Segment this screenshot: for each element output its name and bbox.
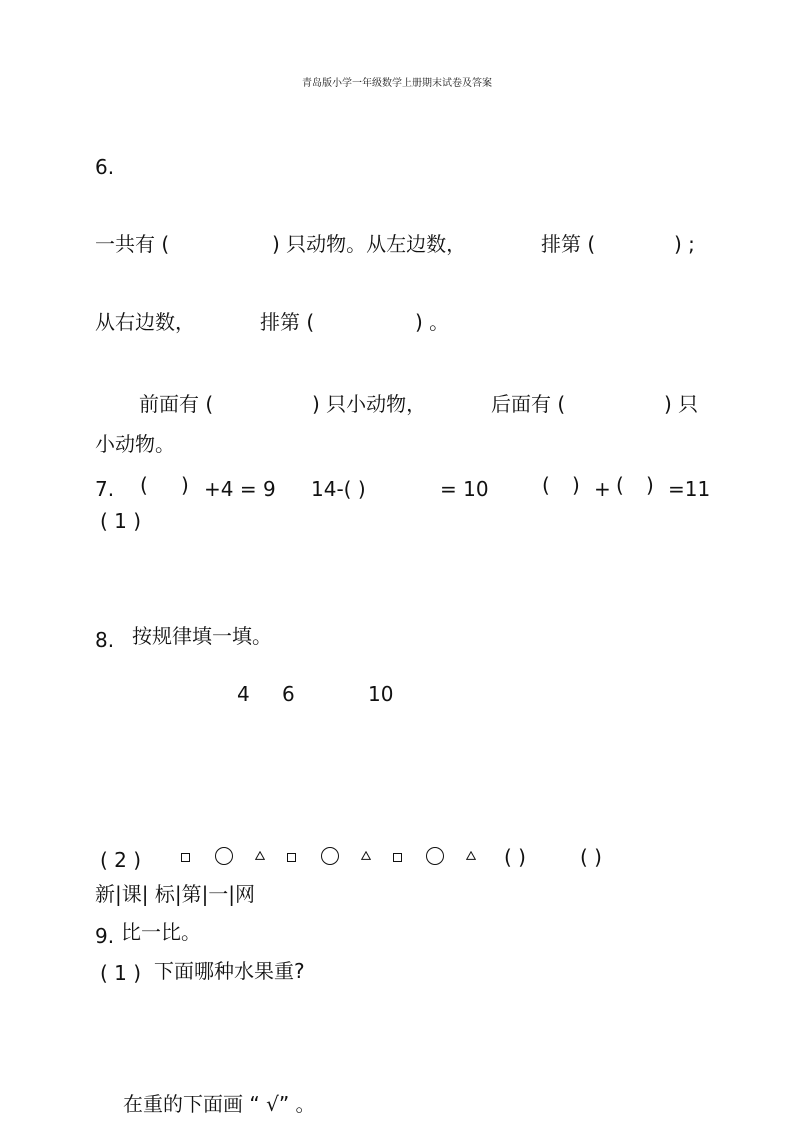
q7-eq3-plus: + <box>594 477 611 501</box>
q7-number: 7. <box>95 477 115 501</box>
q8-seq-1: 4 <box>237 682 250 706</box>
q8-blank-a: ( ) <box>504 845 526 869</box>
q6-line4: 小动物。 <box>95 432 175 456</box>
q6-line1-c: 排第 ( <box>541 232 596 256</box>
q7-sub1: ( 1 ) <box>100 509 142 533</box>
q6-line3-b: ) 只小动物， <box>312 392 427 416</box>
q7-eq3-result: =11 <box>668 477 711 501</box>
q6-line2-a: 从右边数， <box>95 310 195 334</box>
watermark-text: 新|课| 标|第|一|网 <box>95 882 256 906</box>
q8-seq-3: 10 <box>368 682 394 706</box>
page-header: 青岛版小学一年级数学上册期末试卷及答案 <box>302 78 492 89</box>
q6-line2-b: 排第 ( <box>260 310 315 334</box>
circle-shape <box>426 847 444 865</box>
q7-eq2-a: 14-( ) <box>311 477 366 501</box>
q9-sub1: ( 1 ) <box>100 961 142 985</box>
q6-line1-d: ) ; <box>674 232 695 256</box>
q9-sub1-text: 下面哪种水果重? <box>154 959 305 983</box>
triangle-shape <box>466 851 476 860</box>
q7-eq1-close: ) <box>181 473 189 497</box>
q6-line2-c: ) 。 <box>415 310 450 334</box>
q6-number: 6. <box>95 155 115 179</box>
q6-line1-b: ) 只动物。从左边数， <box>272 232 467 256</box>
square-shape <box>287 853 296 862</box>
circle-shape <box>215 847 233 865</box>
q6-line3-a: 前面有 ( <box>139 392 214 416</box>
q6-line1-a: 一共有 ( <box>95 232 170 256</box>
q7-eq3-close2: ) <box>646 473 654 497</box>
q9-number: 9. <box>95 924 115 948</box>
q9-text: 比一比。 <box>121 920 201 944</box>
q6-line3-d: ) 只 <box>664 392 699 416</box>
q7-eq3-open1: ( <box>542 473 550 497</box>
q9-instruction: 在重的下面画 “ √” 。 <box>123 1092 316 1116</box>
q8-seq-2: 6 <box>282 682 295 706</box>
q8-blank-b: ( ) <box>580 845 602 869</box>
q7-eq3-open2: ( <box>616 473 624 497</box>
q8-text: 按规律填一填。 <box>132 624 272 648</box>
circle-shape <box>321 847 339 865</box>
q6-line3-c: 后面有 ( <box>491 392 566 416</box>
triangle-shape <box>361 851 371 860</box>
triangle-shape <box>255 851 265 860</box>
q7-eq2-b: = 10 <box>440 477 489 501</box>
q7-eq1-rest: +4 = 9 <box>204 477 276 501</box>
q8-number: 8. <box>95 628 115 652</box>
square-shape <box>181 853 190 862</box>
square-shape <box>393 853 402 862</box>
q7-eq3-close1: ) <box>572 473 580 497</box>
q8-sub2: ( 2 ) <box>100 848 142 872</box>
q7-eq1-open: ( <box>140 473 148 497</box>
